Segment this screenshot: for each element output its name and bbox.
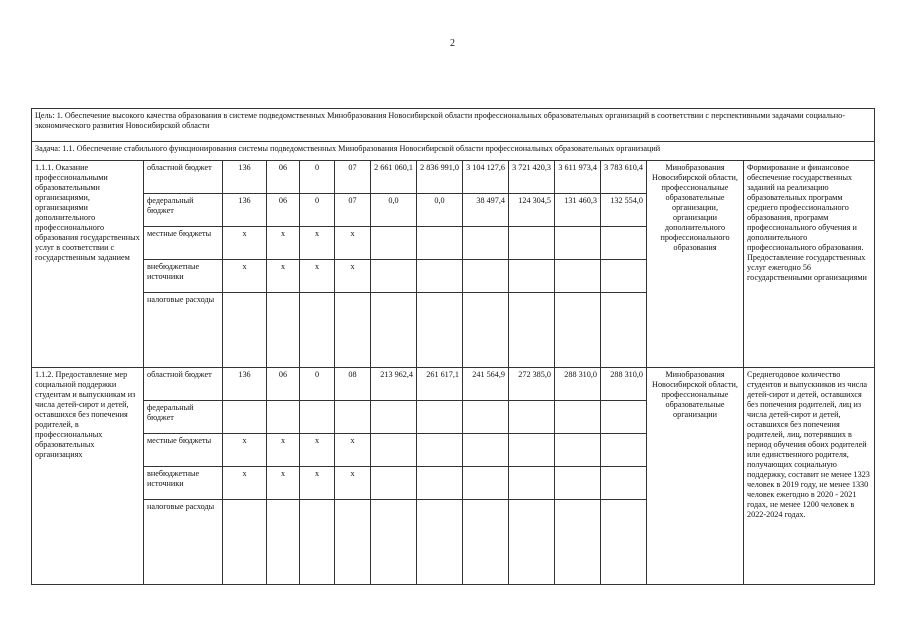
amount: 132 554,0 — [601, 194, 647, 227]
amount — [555, 260, 601, 293]
measure-name: 1.1.1. Оказание профессиональными образовательными организациями, организациями дополнительного профессионального образования государственных услуг в соответствии с государственным заданием — [32, 161, 144, 368]
amount: 3 611 973,4 — [555, 161, 601, 194]
amount — [371, 227, 417, 260]
amount: 3 104 127,6 — [463, 161, 509, 194]
expected-result: Среднегодовое количество студентов и выпускников из числа детей-сирот и детей, оставшихся без попечения родителей, лиц из числа детей-сирот и детей, оставшихся без попечения родителей, лиц, потерявших в период обучения обоих родителей или единственного родителя, получающих социальную поддержку, составит не менее 1323 человек в 2019 году, не менее 1330 человек ежегодно в 2020 - 2021 годах, не менее 1200 человек в 2022-2024 годах. — [744, 368, 875, 585]
funding-source: местные бюджеты — [144, 434, 223, 467]
code-gp: 136 — [223, 194, 267, 227]
amount: 261 617,1 — [417, 368, 463, 401]
goal-row — [32, 109, 875, 142]
code-gp: x — [267, 467, 300, 500]
code-gp: x — [223, 434, 267, 467]
amount — [509, 500, 555, 585]
code-gp: x — [300, 434, 335, 467]
amount — [371, 401, 417, 434]
code-gp: 0 — [300, 194, 335, 227]
table-row — [32, 161, 875, 194]
code-gp: x — [300, 227, 335, 260]
amount: 272 385,0 — [509, 368, 555, 401]
funding-source: областной бюджет — [144, 161, 223, 194]
goal-text: Цель: 1. Обеспечение высокого качества образования в системе подведомственных Минобразования Новосибирской области профессиональных образовательных организаций в соответствии с перспективными задачами социально-экономического развития Новосибирской области — [32, 109, 875, 142]
code-gp: 07 — [335, 194, 371, 227]
amount — [601, 293, 647, 368]
amount — [509, 434, 555, 467]
code-gp: 136 — [223, 161, 267, 194]
code-gp: x — [223, 467, 267, 500]
code-gp — [223, 500, 267, 585]
code-gp: 136 — [223, 368, 267, 401]
amount — [509, 227, 555, 260]
amount — [417, 500, 463, 585]
code-gp — [300, 500, 335, 585]
amount — [371, 500, 417, 585]
code-gp: 08 — [335, 368, 371, 401]
code-gp: x — [335, 227, 371, 260]
amount — [555, 500, 601, 585]
code-gp — [335, 293, 371, 368]
code-gp — [335, 401, 371, 434]
funding-source: внебюджетные источники — [144, 467, 223, 500]
code-gp: 06 — [267, 161, 300, 194]
amount — [463, 260, 509, 293]
amount — [463, 401, 509, 434]
amount — [555, 227, 601, 260]
amount: 3 783 610,4 — [601, 161, 647, 194]
executor: Минобразования Новосибирской области, профессиональные образовательные организации, организации дополнительного профессионального образования — [647, 161, 744, 368]
code-gp: x — [223, 227, 267, 260]
table-row — [32, 368, 875, 401]
amount: 0,0 — [417, 194, 463, 227]
amount — [509, 260, 555, 293]
amount — [555, 434, 601, 467]
code-gp — [300, 401, 335, 434]
code-gp — [267, 401, 300, 434]
amount — [555, 467, 601, 500]
amount: 2 661 060,1 — [371, 161, 417, 194]
amount — [417, 227, 463, 260]
amount — [463, 293, 509, 368]
funding-source: налоговые расходы — [144, 293, 223, 368]
amount — [601, 467, 647, 500]
code-gp — [335, 500, 371, 585]
amount — [509, 401, 555, 434]
expected-result: Формирование и финансовое обеспечение государственных заданий на реализацию образовательных программ среднего профессионального образования, программ профессионального обучения и дополнительного профессионального образования. Предоставление государственных услуг ежегодно 56 государственными организациями — [744, 161, 875, 368]
amount: 2 836 991,0 — [417, 161, 463, 194]
amount — [417, 260, 463, 293]
funding-source: федеральный бюджет — [144, 401, 223, 434]
amount — [601, 434, 647, 467]
amount: 288 310,0 — [601, 368, 647, 401]
amount — [463, 227, 509, 260]
code-gp: x — [300, 467, 335, 500]
amount — [509, 293, 555, 368]
code-gp: x — [335, 467, 371, 500]
amount — [371, 467, 417, 500]
funding-source: федеральный бюджет — [144, 194, 223, 227]
amount — [601, 401, 647, 434]
code-gp: x — [335, 434, 371, 467]
program-table — [31, 108, 875, 585]
code-gp: 0 — [300, 161, 335, 194]
amount — [371, 434, 417, 467]
amount — [555, 401, 601, 434]
code-gp: 06 — [267, 194, 300, 227]
code-gp: x — [335, 260, 371, 293]
amount: 241 564,9 — [463, 368, 509, 401]
amount: 3 721 420,3 — [509, 161, 555, 194]
code-gp — [223, 401, 267, 434]
amount — [417, 293, 463, 368]
amount — [417, 401, 463, 434]
amount: 38 497,4 — [463, 194, 509, 227]
amount — [463, 434, 509, 467]
amount — [463, 500, 509, 585]
code-gp: 0 — [300, 368, 335, 401]
funding-source: областной бюджет — [144, 368, 223, 401]
amount — [417, 434, 463, 467]
amount — [509, 467, 555, 500]
code-gp — [223, 293, 267, 368]
amount: 288 310,0 — [555, 368, 601, 401]
task-text: Задача: 1.1. Обеспечение стабильного функционирования системы подведомственных Минобразования Новосибирской области профессиональных образовательных организаций — [32, 142, 875, 161]
code-gp — [267, 293, 300, 368]
amount: 213 962,4 — [371, 368, 417, 401]
measure-name: 1.1.2. Предоставление мер социальной поддержки студентам и выпускникам из числа детей-сирот и детей, оставшихся без попечения родителей, в профессиональных образовательных организациях — [32, 368, 144, 585]
code-gp: x — [267, 434, 300, 467]
amount — [371, 260, 417, 293]
task-row — [32, 142, 875, 161]
code-gp: x — [300, 260, 335, 293]
amount: 131 460,3 — [555, 194, 601, 227]
amount — [601, 260, 647, 293]
amount — [601, 227, 647, 260]
page-number: 2 — [450, 38, 455, 49]
code-gp — [267, 500, 300, 585]
code-gp: 07 — [335, 161, 371, 194]
code-gp: x — [267, 260, 300, 293]
code-gp: x — [267, 227, 300, 260]
amount — [463, 467, 509, 500]
code-gp: x — [223, 260, 267, 293]
amount — [555, 293, 601, 368]
code-gp: 06 — [267, 368, 300, 401]
amount — [417, 467, 463, 500]
executor: Минобразования Новосибирской области, профессиональные образовательные организации — [647, 368, 744, 585]
amount: 124 304,5 — [509, 194, 555, 227]
amount — [601, 500, 647, 585]
funding-source: местные бюджеты — [144, 227, 223, 260]
funding-source: налоговые расходы — [144, 500, 223, 585]
funding-source: внебюджетные источники — [144, 260, 223, 293]
code-gp — [300, 293, 335, 368]
amount — [371, 293, 417, 368]
amount: 0,0 — [371, 194, 417, 227]
